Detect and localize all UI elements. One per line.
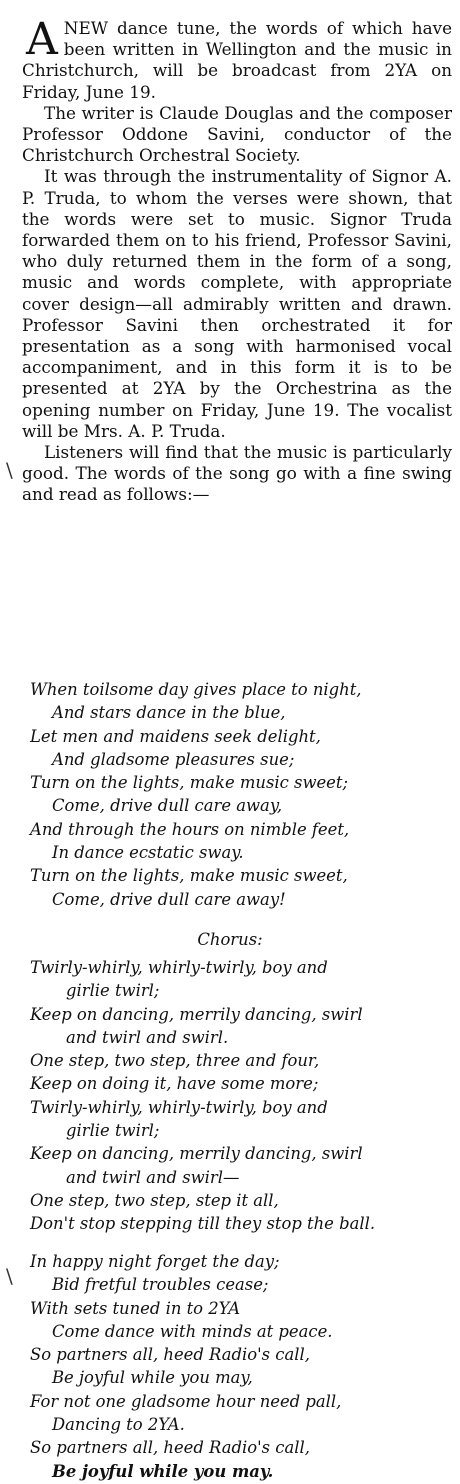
verse-line: Come, drive dull care away! [52,889,286,909]
verse-line: For not one gladsome hour need pall, [30,1391,342,1411]
verse-line: Come dance with minds at peace. [52,1321,333,1341]
chorus-line: Keep on doing it, have some more; [30,1074,319,1094]
chorus-line: and twirl and swirl— [66,1167,240,1187]
margin-tick-mark: \ [6,458,13,482]
paragraph-4: Listeners will find that the music is particularly good. The words of the song go with a fine swing and read as follows:— [22,442,452,505]
verse-line: Be joyful while you may. [52,1461,274,1481]
verse-line: Let men and maidens seek delight, [30,726,321,746]
chorus [30,956,458,1236]
verse-line: Bid fretful troubles cease; [52,1275,269,1295]
margin-tick-mark: \ [6,1264,13,1288]
chorus-line: Keep on dancing, merrily dancing, swirl [30,1144,363,1164]
chorus-line: Twirly-whirly, whirly-twirly, boy and [30,958,328,977]
paragraph-2: The writer is Claude Douglas and the composer Professor Oddone Savini, conductor of the Christchurch Orchestral Society. [22,102,452,166]
chorus-line: One step, two step, three and four, [30,1051,320,1071]
verse-line: So partners all, heed Radio's call, [30,1438,310,1458]
verse-line: In dance ecstatic sway. [52,843,244,863]
drop-cap: A [26,14,58,65]
article-body [22,14,452,506]
chorus-line: girlie twirl; [66,1121,160,1141]
chorus-line: One step, two step, step it all, [30,1190,279,1210]
paragraph-1-text: NEW dance tune, the words of which have been written in Wellington and the music in Christchurch, will be broadcast from 2YA on Friday, June 19. [22,18,452,102]
chorus-heading: Chorus: [197,930,263,949]
paragraph-1 [22,14,452,103]
verse-line: And stars dance in the blue, [52,703,286,723]
chorus-line: girlie twirl; [66,981,160,1001]
chorus-line: and twirl and swirl. [66,1027,229,1047]
chorus-line: Don't stop stepping till they stop the ball. [30,1214,376,1234]
verse-line: Turn on the lights, make music sweet; [30,773,348,793]
paragraph-3: It was through the instrumentality of Signor A. P. Truda, to whom the verses were shown, that the words were set to music. Signor Truda forwarded them on to his friend, Professor Savini, who duly returned them in the form of a song, music and words complete, with appropriate cover design—all admirably written and drawn. Professor Savini then orchestrated it for presentation as a song with harmonised vocal accompaniment, and in this form it is to be presented at 2YA by the Orchestrina as the opening number on Friday, June 19. The vocalist will be Mrs. A. P. Truda. [22,166,452,441]
verse-2 [30,1250,458,1483]
verse-1 [30,678,458,911]
verse-line: Be joyful while you may, [52,1368,253,1388]
verse-line: In happy night forget the day; [30,1252,280,1271]
verse-line: When toilsome day gives place to night, [30,680,362,699]
verse-line: Come, drive dull care away, [52,796,283,816]
verse-line: With sets tuned in to 2YA [30,1298,241,1318]
verse-line: So partners all, heed Radio's call, [30,1345,310,1365]
verse-line: Turn on the lights, make music sweet, [30,866,348,886]
verse-line: Dancing to 2YA. [52,1415,185,1435]
verse-line: And gladsome pleasures sue; [52,749,295,769]
chorus-line: Twirly-whirly, whirly-twirly, boy and [30,1097,328,1117]
chorus-line: Keep on dancing, merrily dancing, swirl [30,1004,363,1024]
verse-line: And through the hours on nimble feet, [30,819,350,839]
